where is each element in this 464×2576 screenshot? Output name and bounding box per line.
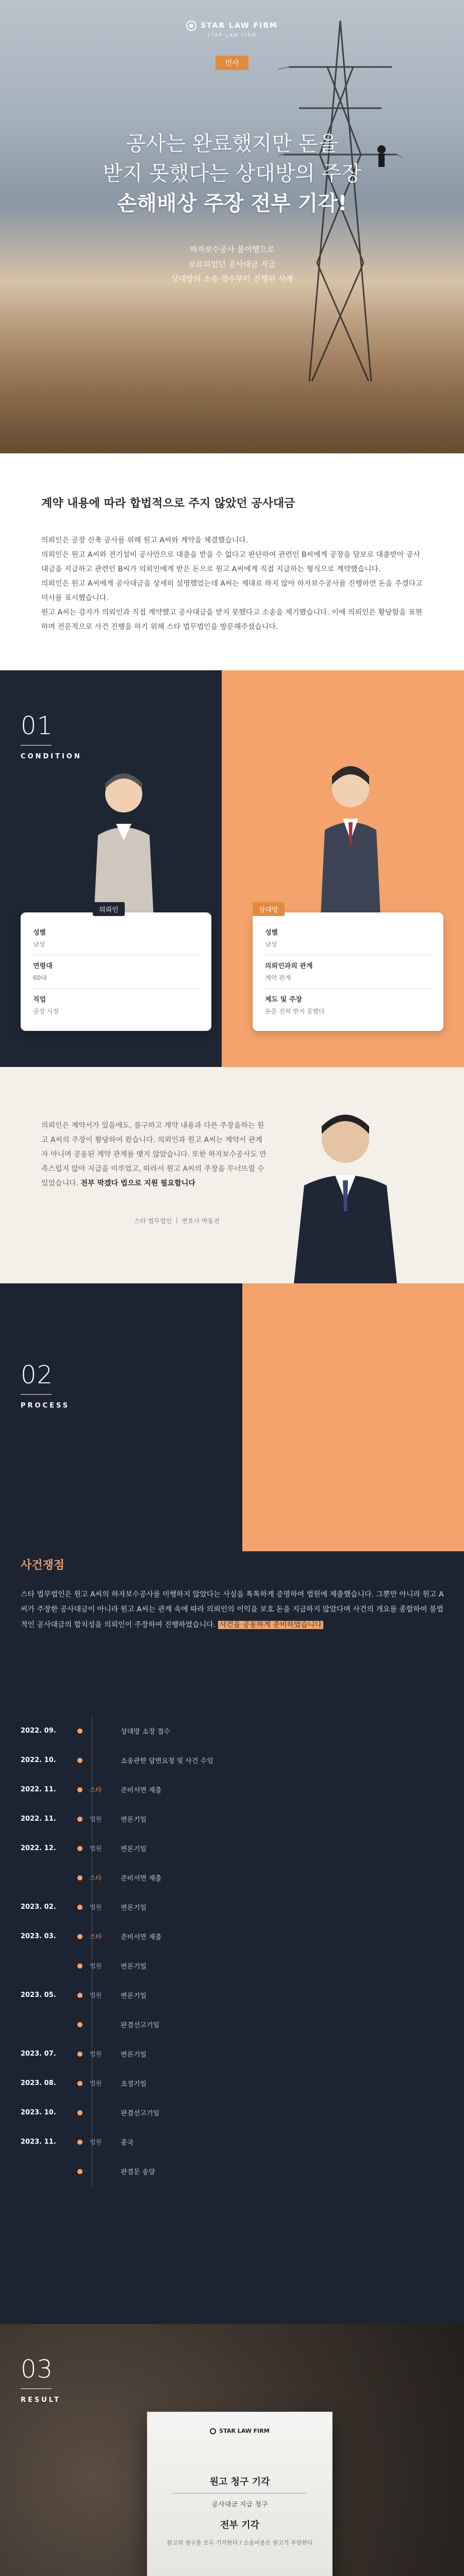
timeline-date: 2022. 09. [21, 1727, 56, 1735]
document-subtitle: 공사대금 지급 청구 [211, 2501, 268, 2509]
lawyer-quote [41, 1118, 268, 1191]
timeline-row [21, 2039, 443, 2069]
hero-bullet: 상대방의 소송 접수부터 진행된 사례 [171, 274, 293, 283]
section-number: 01 [21, 711, 54, 740]
timeline-date: 2023. 07. [21, 2050, 56, 2058]
timeline-row [21, 2069, 443, 2098]
hero-bullet: 하자보수공사 불이행으로 [189, 245, 275, 254]
card-key: 성별 [265, 929, 278, 937]
section-label: CONDITION [21, 753, 82, 760]
timeline-event: 준비서면 제출 [121, 1787, 162, 1794]
timeline-date: 2023. 08. [21, 2079, 56, 2087]
timeline-party: 법원 [90, 1904, 102, 1911]
hero-logo [186, 21, 278, 70]
card-key: 직업 [33, 996, 46, 1004]
brand-name: STAR LAW FIRM [201, 22, 278, 30]
timeline-row [21, 1951, 443, 1980]
timeline-row [21, 2098, 443, 2127]
client-card [21, 906, 211, 1031]
timeline-party: 법원 [90, 1962, 102, 1970]
card-key: 성별 [33, 929, 46, 937]
logo-mark-icon [186, 21, 196, 31]
timeline-dot-icon [77, 2110, 82, 2115]
section-label: PROCESS [21, 1402, 70, 1410]
timeline-dot-icon [77, 2081, 82, 2086]
card-key: 연령대 [33, 962, 53, 970]
timeline-event: 종국 [121, 2139, 134, 2147]
document-result: 전부 기각 [220, 2520, 259, 2531]
document-line [173, 2493, 307, 2494]
logo-mark-icon [210, 2428, 216, 2434]
timeline-dot-icon [77, 1787, 82, 1792]
quote-text: 의뢰인은 계약서가 있음에도, 불구하고 계약 내용과 다른 주장을하는 원고 A씨의 주장이 황당하여 왔습니다. 의뢰인과 원고 A씨는 계약서 관계자 아니며 공동된 계약 관계를 맺지 않았습니다. 또한 하자보수공사도 만족스럽지 않아 지급을 미루었고, 따라서 원고 A씨의 주장을 무너뜨릴 수 있었습니다. [41, 1122, 267, 1188]
section-divider [21, 1394, 52, 1395]
timeline-event: 변론기일 [121, 1845, 147, 1853]
document-title: 원고 청구 기각 [209, 2477, 270, 2487]
timeline-row [21, 1775, 443, 1804]
timeline-event: 변론기일 [121, 2051, 147, 2059]
section-number: 02 [21, 1361, 54, 1389]
summary-heading: 계약 내용에 따라 합법적으로 주지 않았던 공사대금 [41, 497, 295, 510]
timeline-dot-icon [77, 1846, 82, 1851]
timeline-row [21, 1863, 443, 1892]
summary-paragraph: 의뢰인은 원고 A씨에게 공사대금을 상세히 설명했었는데 A씨는 제대로 하지 않아 하자보수공사를 진행하면 돈을 주겠다고 미사를 표시했습니다. [41, 580, 423, 602]
timeline-date: 2023. 05. [21, 1991, 56, 1999]
timeline-event: 상대방 소장 접수 [121, 1728, 171, 1736]
quote-signature: 스타 법무법인 ㅣ 변호사 박동진 [134, 1217, 220, 1225]
timeline-dot-icon [77, 2169, 82, 2174]
timeline-event: 변론기일 [121, 1963, 147, 1971]
timeline-date: 2022. 11. [21, 1815, 56, 1823]
timeline-party: 법원 [90, 1992, 102, 1999]
timeline-rows [21, 1716, 443, 2186]
timeline-event: 변론기일 [121, 1816, 147, 1824]
event-desc-text: 스타 법무법인은 원고 A씨의 하자보수공사를 미행하지 않았다는 사실을 톡톡하게 증명하여 법원에 제출했습니다. 그뿐만 아니라 원고 A씨가 주장한 공사대금이 아니라 원고 A씨는 관계 속에 따라 의뢰인의 이익을 보호 돈을 지급하지 않았다며 사건의 개요를 종합하여 불법적인 공사대금의 합치성을 의뢰인이 주장하여 진행하였습니다. [21, 1590, 444, 1629]
judgment-document [147, 2412, 333, 2576]
timeline-event: 판결문 송달 [121, 2168, 155, 2176]
timeline-party: 법원 [90, 1845, 102, 1852]
opponent-figure-image [299, 758, 402, 938]
card-row [265, 922, 431, 955]
event-description [21, 1587, 449, 1633]
card-row [33, 922, 199, 955]
timeline-date: 2022. 12. [21, 1844, 56, 1852]
card-value: 공장 사장 [33, 1008, 59, 1015]
summary-paragraph: 원고 A씨는 감자가 의뢰인과 직접 계약했고 공사대금을 받지 못했다고 소송을 제기했습니다. 이에 의뢰인은 황당함을 표현하며 전문적으로 사건 진행을 하기 위해 스타 법무법인을 방문해주셨습니다. [41, 608, 423, 631]
timeline-event: 판결선고기일 [121, 2110, 160, 2117]
summary-paragraph: 의뢰인은 공장 신축 공사를 위해 원고 A씨와 계약을 체결했습니다. [41, 536, 248, 545]
timeline-dot-icon [77, 1728, 82, 1734]
section-label: RESULT [21, 2396, 61, 2404]
timeline-row [21, 1716, 443, 1745]
hero-section [0, 0, 464, 453]
timeline-row [21, 2157, 443, 2186]
opponent-tag: 상대방 [253, 902, 285, 916]
card-row [33, 989, 199, 1022]
document-brand-name: STAR LAW FIRM [219, 2428, 270, 2434]
event-title: 사건쟁점 [21, 1559, 65, 1572]
timeline-dot-icon [77, 1993, 82, 1998]
condition-section [0, 670, 464, 1283]
timeline-date: 2023. 02. [21, 1903, 56, 1911]
card-row [265, 955, 431, 989]
opponent-card [253, 906, 443, 1031]
timeline-date: 2022. 11. [21, 1786, 56, 1793]
timeline-party: 스타 [90, 1874, 102, 1882]
summary-paragraph: 의뢰인은 원고 A씨와 전기설비 공사안으로 대출을 받을 수 없다고 판단하여 관련인 B씨에게 공장을 담보로 대출받아 공사 대금을 지급하고 관련인 B씨가 의뢰인에게 받은 돈으로 원고 A씨에게 직접 지급하는 형식으로 계약했습니다. [41, 551, 421, 573]
category-badge: 민사 [216, 56, 248, 70]
document-brand [147, 2428, 332, 2434]
timeline-dot-icon [77, 2140, 82, 2145]
timeline-row [21, 2010, 443, 2039]
timeline-row [21, 1804, 443, 1834]
process-dark-panel [0, 1283, 242, 1551]
hero-title-line-3: 손해배상 주장 전부 기각! [117, 192, 347, 215]
timeline-row [21, 2127, 443, 2157]
timeline-dot-icon [77, 1934, 82, 1939]
section-divider [21, 2388, 52, 2389]
timeline-date: 2023. 03. [21, 1933, 56, 1940]
timeline-event: 소송관한 답변요청 및 사건 수임 [121, 1757, 213, 1765]
timeline-row [21, 1892, 443, 1922]
lawyer-interview-image [309, 2571, 443, 2576]
hero-shade [0, 283, 464, 453]
client-tag: 의뢰인 [93, 902, 125, 916]
hero-bullets [0, 242, 464, 286]
card-value: 돈을 전혀 받지 못했다 [265, 1008, 325, 1015]
timeline-party: 스타 [90, 1933, 102, 1940]
timeline-event: 변론기일 [121, 1904, 147, 1912]
timeline-event: 판결선고기일 [121, 2022, 160, 2029]
timeline-event: 변론기일 [121, 1992, 147, 2000]
timeline-party: 법원 [90, 2050, 102, 2058]
timeline-date: 2023. 10. [21, 2109, 56, 2116]
timeline-date: 2022. 10. [21, 1756, 56, 1764]
summary-section [0, 453, 464, 670]
hero-title-line-2: 받지 못했다는 상대방의 주장 [103, 162, 361, 185]
result-section [0, 2324, 464, 2576]
card-key: 의뢰인과의 관계 [265, 962, 313, 970]
timeline [21, 1716, 443, 2186]
timeline-date: 2023. 11. [21, 2138, 56, 2146]
hero-title-line-1: 공사는 완료했지만 돈을 [126, 132, 338, 156]
card-value: 계약 관계 [265, 974, 291, 981]
lawyer-photo-image [273, 1098, 418, 1283]
event-desc-highlight: 사건을 공동하게 준비하였습니다 [218, 1621, 323, 1629]
card-row [265, 989, 431, 1022]
timeline-row [21, 1922, 443, 1951]
timeline-party: 법원 [90, 2139, 102, 2146]
card-value: 60대 [33, 974, 47, 981]
hero-bullet: 보류되었던 공사대금 지급 [188, 259, 276, 269]
timeline-row [21, 1745, 443, 1775]
process-section [0, 1283, 464, 2324]
timeline-event: 조정기일 [121, 2080, 147, 2088]
timeline-party: 스타 [90, 1786, 102, 1793]
hero-title [0, 129, 464, 218]
timeline-row [21, 1980, 443, 2010]
timeline-party: 법원 [90, 2080, 102, 2087]
timeline-event: 준비서면 제출 [121, 1875, 162, 1883]
section-number: 03 [21, 2355, 54, 2384]
timeline-event: 준비서면 제출 [121, 1934, 162, 1941]
timeline-dot-icon [77, 2022, 82, 2027]
timeline-party: 법원 [90, 1816, 102, 1823]
timeline-dot-icon [77, 1875, 82, 1880]
timeline-row [21, 1834, 443, 1863]
quote-bold: 전부 막겠다 법으로 지원 필요합니다 [80, 1179, 195, 1188]
timeline-dot-icon [77, 1758, 82, 1763]
document-note: 원고의 청구를 모두 기각한다 / 소송비용은 원고가 부담한다 [167, 2539, 313, 2546]
card-row [33, 955, 199, 989]
timeline-dot-icon [77, 1963, 82, 1969]
timeline-dot-icon [77, 1817, 82, 1822]
card-value: 남성 [265, 941, 277, 948]
brand-logo [186, 21, 278, 31]
timeline-dot-icon [77, 2052, 82, 2057]
card-value: 남성 [33, 941, 45, 948]
card-key: 제도 및 주장 [265, 996, 302, 1004]
brand-sub: STAR LAW FIRM [207, 33, 257, 38]
timeline-dot-icon [77, 1905, 82, 1910]
